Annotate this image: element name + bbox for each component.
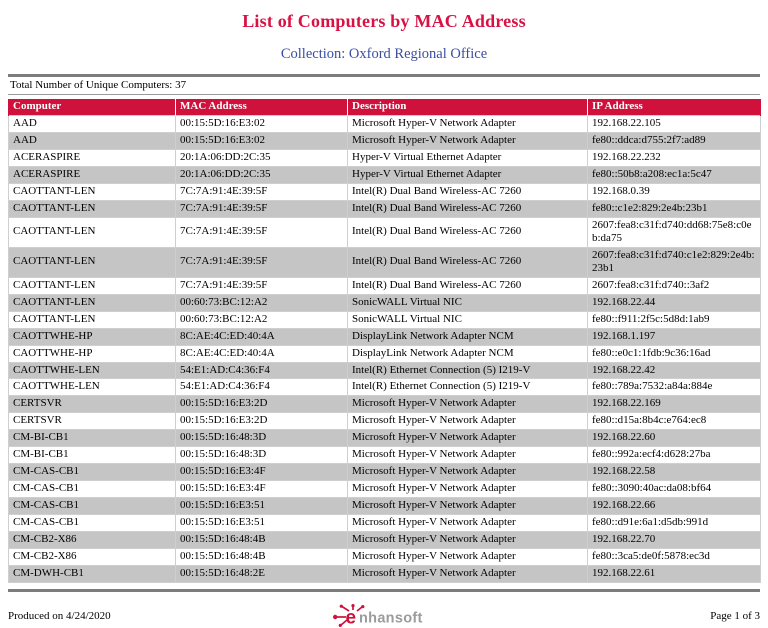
- table-cell: fe80::50b8:a208:ec1a:5c47: [588, 166, 761, 183]
- table-cell: Microsoft Hyper-V Network Adapter: [348, 481, 588, 498]
- table-cell: 00:60:73:BC:12:A2: [176, 294, 348, 311]
- table-cell: Intel(R) Ethernet Connection (5) I219-V: [348, 379, 588, 396]
- table-cell: 192.168.22.42: [588, 362, 761, 379]
- table-cell: fe80::3ca5:de0f:5878:ec3d: [588, 549, 761, 566]
- table-cell: CAOTTANT-LEN: [9, 277, 176, 294]
- logo-wordmark: nhansoft: [359, 610, 423, 627]
- table-row: [9, 396, 761, 413]
- computers-table-body: [9, 115, 761, 582]
- table-cell: 8C:AE:4C:ED:40:4A: [176, 328, 348, 345]
- table-cell: CM-CB2-X86: [9, 549, 176, 566]
- table-cell: CM-BI-CB1: [9, 447, 176, 464]
- table-cell: CM-CAS-CB1: [9, 515, 176, 532]
- table-cell: CAOTTANT-LEN: [9, 311, 176, 328]
- table-row: [9, 311, 761, 328]
- table-row: [9, 294, 761, 311]
- table-cell: Hyper-V Virtual Ethernet Adapter: [348, 149, 588, 166]
- table-row: [9, 464, 761, 481]
- computers-table: [8, 99, 761, 583]
- table-cell: ACERASPIRE: [9, 166, 176, 183]
- table-cell: 54:E1:AD:C4:36:F4: [176, 362, 348, 379]
- table-cell: 00:15:5D:16:48:4B: [176, 532, 348, 549]
- table-cell: Microsoft Hyper-V Network Adapter: [348, 396, 588, 413]
- table-cell: Microsoft Hyper-V Network Adapter: [348, 447, 588, 464]
- table-cell: 00:15:5D:16:E3:02: [176, 115, 348, 132]
- produced-on-label: Produced on 4/24/2020: [8, 610, 111, 623]
- table-cell: 00:60:73:BC:12:A2: [176, 311, 348, 328]
- table-row: [9, 549, 761, 566]
- table-cell: Intel(R) Dual Band Wireless-AC 7260: [348, 200, 588, 217]
- footer-logo: [259, 604, 510, 628]
- table-row: [9, 328, 761, 345]
- table-cell: 2607:fea8:c31f:d740:dd68:75e8:c0eb:da75: [588, 217, 761, 247]
- table-cell: 00:15:5D:16:E3:02: [176, 132, 348, 149]
- table-cell: CM-BI-CB1: [9, 430, 176, 447]
- table-cell: Microsoft Hyper-V Network Adapter: [348, 413, 588, 430]
- table-cell: 00:15:5D:16:E3:51: [176, 498, 348, 515]
- table-row: [9, 498, 761, 515]
- table-cell: 192.168.0.39: [588, 183, 761, 200]
- column-header-mac-address: MAC Address: [176, 99, 348, 115]
- unique-computers-summary: Total Number of Unique Computers: 37: [8, 74, 760, 95]
- table-cell: CM-CAS-CB1: [9, 498, 176, 515]
- table-cell: AAD: [9, 115, 176, 132]
- table-header-row: [9, 99, 761, 115]
- table-cell: 192.168.22.105: [588, 115, 761, 132]
- table-cell: 00:15:5D:16:48:2E: [176, 566, 348, 583]
- table-cell: fe80::c1e2:829:2e4b:23b1: [588, 200, 761, 217]
- table-cell: 192.168.22.169: [588, 396, 761, 413]
- table-cell: CAOTTANT-LEN: [9, 247, 176, 277]
- table-cell: Microsoft Hyper-V Network Adapter: [348, 532, 588, 549]
- table-cell: Intel(R) Dual Band Wireless-AC 7260: [348, 277, 588, 294]
- table-cell: CERTSVR: [9, 396, 176, 413]
- table-row: [9, 430, 761, 447]
- collection-subtitle: Collection: Oxford Regional Office: [280, 46, 488, 62]
- table-cell: Hyper-V Virtual Ethernet Adapter: [348, 166, 588, 183]
- table-cell: CAOTTANT-LEN: [9, 294, 176, 311]
- table-cell: CM-DWH-CB1: [9, 566, 176, 583]
- table-cell: DisplayLink Network Adapter NCM: [348, 345, 588, 362]
- table-cell: fe80::ddca:d755:2f7:ad89: [588, 132, 761, 149]
- table-row: [9, 217, 761, 247]
- table-cell: Microsoft Hyper-V Network Adapter: [348, 132, 588, 149]
- table-cell: 7C:7A:91:4E:39:5F: [176, 247, 348, 277]
- table-row: [9, 447, 761, 464]
- table-cell: Microsoft Hyper-V Network Adapter: [348, 464, 588, 481]
- table-cell: SonicWALL Virtual NIC: [348, 311, 588, 328]
- table-cell: CAOTTANT-LEN: [9, 183, 176, 200]
- table-cell: CM-CAS-CB1: [9, 481, 176, 498]
- table-cell: CAOTTWHE-LEN: [9, 379, 176, 396]
- table-cell: CM-CB2-X86: [9, 532, 176, 549]
- table-row: [9, 345, 761, 362]
- table-cell: 192.168.22.61: [588, 566, 761, 583]
- table-cell: Intel(R) Dual Band Wireless-AC 7260: [348, 247, 588, 277]
- table-cell: CAOTTWHE-LEN: [9, 362, 176, 379]
- table-cell: fe80::992a:ecf4:d628:27ba: [588, 447, 761, 464]
- table-cell: Intel(R) Dual Band Wireless-AC 7260: [348, 183, 588, 200]
- table-cell: 8C:AE:4C:ED:40:4A: [176, 345, 348, 362]
- column-header-computer: Computer: [9, 99, 176, 115]
- table-cell: CAOTTWHE-HP: [9, 328, 176, 345]
- table-cell: fe80::789a:7532:a84a:884e: [588, 379, 761, 396]
- table-cell: 192.168.22.232: [588, 149, 761, 166]
- table-cell: Microsoft Hyper-V Network Adapter: [348, 498, 588, 515]
- table-row: [9, 277, 761, 294]
- table-cell: Intel(R) Ethernet Connection (5) I219-V: [348, 362, 588, 379]
- table-row: [9, 149, 761, 166]
- table-cell: 192.168.22.44: [588, 294, 761, 311]
- table-cell: 00:15:5D:16:E3:4F: [176, 464, 348, 481]
- table-cell: fe80::e0c1:1fdb:9c36:16ad: [588, 345, 761, 362]
- table-cell: 7C:7A:91:4E:39:5F: [176, 200, 348, 217]
- table-cell: CM-CAS-CB1: [9, 464, 176, 481]
- table-row: [9, 132, 761, 149]
- table-cell: fe80::3090:40ac:da08:bf64: [588, 481, 761, 498]
- table-row: [9, 362, 761, 379]
- table-cell: 54:E1:AD:C4:36:F4: [176, 379, 348, 396]
- table-row: [9, 379, 761, 396]
- table-cell: 20:1A:06:DD:2C:35: [176, 166, 348, 183]
- table-cell: fe80::f911:2f5c:5d8d:1ab9: [588, 311, 761, 328]
- table-row: [9, 515, 761, 532]
- table-cell: 00:15:5D:16:E3:2D: [176, 396, 348, 413]
- table-cell: 20:1A:06:DD:2C:35: [176, 149, 348, 166]
- table-cell: SonicWALL Virtual NIC: [348, 294, 588, 311]
- table-cell: ACERASPIRE: [9, 149, 176, 166]
- table-row: [9, 247, 761, 277]
- table-cell: fe80::d15a:8b4c:e764:ec8: [588, 413, 761, 430]
- table-cell: 7C:7A:91:4E:39:5F: [176, 277, 348, 294]
- table-cell: Microsoft Hyper-V Network Adapter: [348, 430, 588, 447]
- table-cell: 00:15:5D:16:E3:4F: [176, 481, 348, 498]
- table-cell: fe80::d91e:6a1:d5db:991d: [588, 515, 761, 532]
- table-row: [9, 481, 761, 498]
- table-cell: CAOTTANT-LEN: [9, 217, 176, 247]
- table-cell: Microsoft Hyper-V Network Adapter: [348, 115, 588, 132]
- table-row: [9, 566, 761, 583]
- table-cell: 00:15:5D:16:48:3D: [176, 430, 348, 447]
- table-cell: 7C:7A:91:4E:39:5F: [176, 183, 348, 200]
- table-row: [9, 200, 761, 217]
- table-cell: Microsoft Hyper-V Network Adapter: [348, 566, 588, 583]
- svg-text:e: e: [345, 607, 357, 628]
- table-cell: CERTSVR: [9, 413, 176, 430]
- table-cell: 7C:7A:91:4E:39:5F: [176, 217, 348, 247]
- table-row: [9, 413, 761, 430]
- table-row: [9, 115, 761, 132]
- report-footer: [8, 604, 760, 628]
- table-cell: 192.168.22.60: [588, 430, 761, 447]
- table-row: [9, 532, 761, 549]
- table-cell: 00:15:5D:16:48:4B: [176, 549, 348, 566]
- table-cell: Intel(R) Dual Band Wireless-AC 7260: [348, 217, 588, 247]
- table-row: [9, 166, 761, 183]
- table-cell: CAOTTWHE-HP: [9, 345, 176, 362]
- footer-divider: [8, 589, 760, 592]
- table-cell: 2607:fea8:c31f:d740:c1e2:829:2e4b:23b1: [588, 247, 761, 277]
- column-header-ip-address: IP Address: [588, 99, 761, 115]
- table-cell: 2607:fea8:c31f:d740::3af2: [588, 277, 761, 294]
- page-number: Page 1 of 3: [710, 610, 761, 623]
- table-cell: 192.168.1.197: [588, 328, 761, 345]
- table-cell: Microsoft Hyper-V Network Adapter: [348, 515, 588, 532]
- page-title: List of Computers by MAC Address: [242, 11, 526, 31]
- table-cell: CAOTTANT-LEN: [9, 200, 176, 217]
- table-cell: AAD: [9, 132, 176, 149]
- table-cell: 00:15:5D:16:E3:51: [176, 515, 348, 532]
- table-cell: 192.168.22.70: [588, 532, 761, 549]
- table-cell: 00:15:5D:16:48:3D: [176, 447, 348, 464]
- table-cell: 192.168.22.66: [588, 498, 761, 515]
- table-cell: 192.168.22.58: [588, 464, 761, 481]
- table-cell: DisplayLink Network Adapter NCM: [348, 328, 588, 345]
- table-cell: 00:15:5D:16:E3:2D: [176, 413, 348, 430]
- enhansoft-hub-icon: [332, 604, 436, 628]
- table-row: [9, 183, 761, 200]
- table-cell: Microsoft Hyper-V Network Adapter: [348, 549, 588, 566]
- column-header-description: Description: [348, 99, 588, 115]
